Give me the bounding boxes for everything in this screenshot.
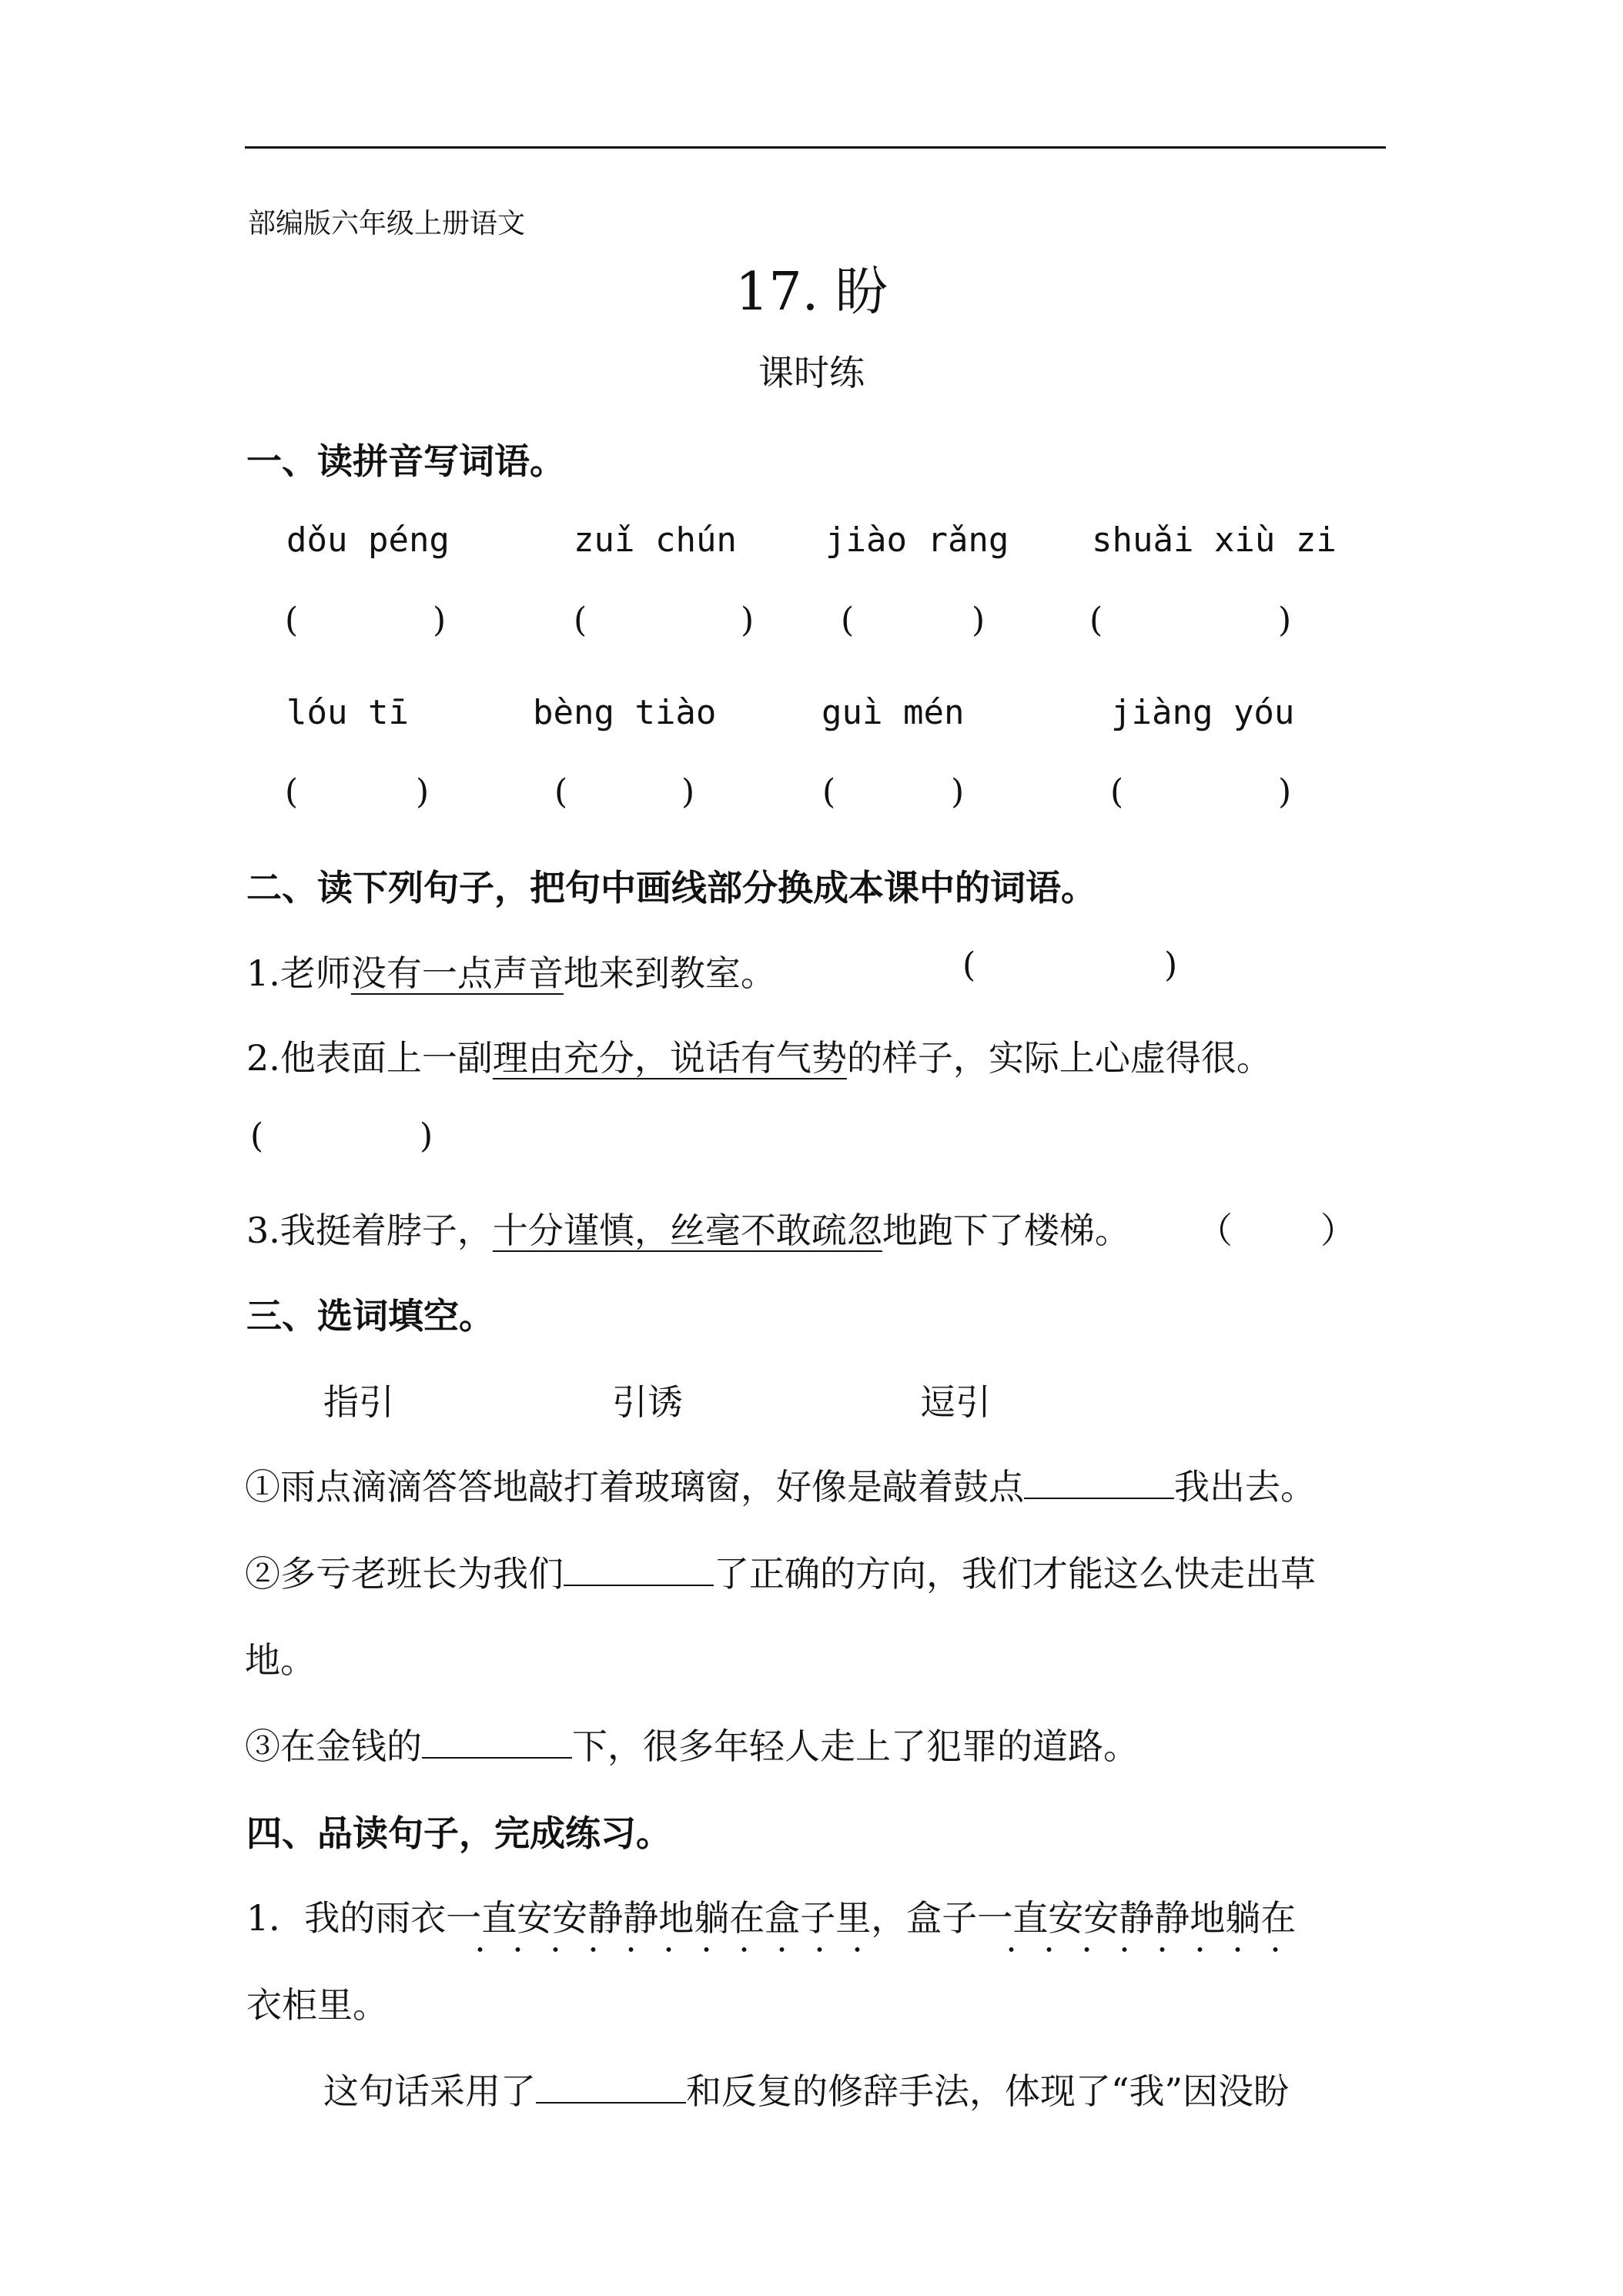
fill-blank-2[interactable] [564, 1549, 714, 1586]
sentence-1-text-b: 地来到教室。 [563, 952, 776, 994]
sentence-3-text-a: 我挺着脖子， [279, 1210, 493, 1251]
sentence-1-underlined: 没有一点声音 [350, 952, 564, 994]
reading-sentence-1 [246, 1890, 1296, 1941]
sentence-1-text-a: 老师 [279, 952, 351, 994]
reading-prompt-text-a: 这句话采用了 [323, 2070, 536, 2112]
sentence-2-underlined: 理由充分，说话有气势 [492, 1037, 847, 1079]
top-rule [245, 146, 1386, 149]
fill-sentence-2 [245, 1546, 1316, 1597]
sentence-1-number: 1. [246, 952, 280, 994]
word-choice-3: 逗引 [920, 1381, 991, 1423]
answer-open-6: ( [554, 772, 568, 812]
answer-close-5: ) [416, 772, 430, 812]
section4-heading: 四、品读句子，完成练习。 [246, 1812, 671, 1854]
section1-heading: 一、读拼音写词语。 [246, 440, 565, 482]
reading-prompt-text-b: 和反复的修辞手法，体现了“我”因没盼 [686, 2070, 1290, 2112]
word-choice-1: 指引 [323, 1381, 394, 1423]
sentence-1 [246, 946, 776, 996]
reading-sentence-1-text-a: 我的雨衣 [304, 1897, 447, 1939]
answer-open-8: ( [1110, 772, 1124, 812]
sentence-2 [246, 1030, 1272, 1081]
pinyin-6: bèng tiào [533, 693, 717, 732]
pinyin-7: guì mén [822, 693, 965, 732]
reading-sentence-1-continued: 衣柜里。 [246, 1984, 388, 2026]
sentence-1-answer-open: ( [962, 946, 976, 985]
fill-sentence-3 [245, 1719, 1139, 1769]
fill-sentence-1 [245, 1459, 1316, 1510]
answer-close-6: ) [681, 772, 695, 812]
fill-blank-3[interactable] [422, 1722, 572, 1759]
reading-blank-1[interactable] [536, 2067, 686, 2104]
answer-open-3: ( [841, 601, 855, 640]
sentence-1-answer-close: ) [1164, 946, 1178, 985]
answer-close-4: ) [1278, 601, 1292, 640]
sentence-3-text-b: 地跑下了楼梯。 [882, 1210, 1130, 1251]
sentence-2-answer-close: ) [420, 1116, 433, 1156]
sentence-3-answer-close: ） [1320, 1210, 1356, 1251]
answer-open-1: ( [285, 601, 299, 640]
fill-sentence-3-text-b: 下，很多年轻人走上了犯罪的道路。 [572, 1725, 1139, 1767]
answer-open-5: ( [285, 772, 299, 812]
sentence-3-number: 3. [246, 1210, 280, 1251]
reading-sentence-1-dotted-1: 一直安安静静地躺在盒子里 [446, 1897, 871, 1956]
pinyin-3: jiào rǎng [825, 520, 1009, 560]
sentence-2-text-b: 的样子，实际上心虚得很。 [846, 1037, 1272, 1079]
reading-sentence-1-comma: ， [871, 1897, 907, 1939]
sentence-2-answer-open: ( [250, 1116, 264, 1156]
reading-sentence-1-number: 1． [246, 1897, 305, 1939]
fill-sentence-2-continued: 地。 [245, 1639, 316, 1681]
answer-open-4: ( [1089, 601, 1103, 640]
pinyin-8: jiàng yóu [1111, 693, 1295, 732]
pinyin-4: shuǎi xiù zi [1092, 520, 1337, 560]
word-choice-2: 引诱 [612, 1381, 683, 1423]
fill-sentence-2-text-a: ②多亏老班长为我们 [245, 1553, 564, 1595]
lesson-subtitle: 课时练 [758, 352, 865, 393]
reading-sentence-1-dotted-2: 一直安安静静地躺在 [977, 1897, 1296, 1956]
pinyin-5: lóu tī [286, 693, 409, 732]
sentence-3-answer-open: （ [1197, 1210, 1233, 1251]
fill-sentence-3-text-a: ③在金钱的 [245, 1725, 422, 1767]
section3-heading: 三、选词填空。 [246, 1295, 494, 1337]
fill-sentence-2-text-b: 了正确的方向，我们才能这么快走出草 [714, 1553, 1316, 1595]
series-label: 部编版六年级上册语文 [248, 208, 526, 239]
answer-close-7: ) [951, 772, 965, 812]
fill-sentence-1-text-a: ①雨点滴滴答答地敲打着玻璃窗，好像是敲着鼓点 [245, 1466, 1024, 1508]
answer-close-8: ) [1278, 772, 1292, 812]
reading-prompt [323, 2063, 1289, 2114]
sentence-2-number: 2. [246, 1037, 280, 1079]
sentence-3-underlined: 十分谨慎，丝毫不敢疏忽 [492, 1210, 882, 1251]
pinyin-1: dǒu péng [286, 520, 450, 560]
sentence-3 [246, 1203, 1130, 1253]
lesson-title: 17. 盼 [735, 262, 888, 323]
answer-open-7: ( [822, 772, 836, 812]
fill-sentence-1-text-b: 我出去。 [1174, 1466, 1316, 1508]
answer-open-2: ( [574, 601, 587, 640]
pinyin-2: zuǐ chún [574, 520, 737, 560]
sentence-2-text-a: 他表面上一副 [279, 1037, 493, 1079]
answer-close-3: ) [972, 601, 986, 640]
section2-heading: 二、读下列句子，把句中画线部分换成本课中的词语。 [246, 867, 1096, 909]
fill-blank-1[interactable] [1024, 1462, 1174, 1499]
answer-close-2: ) [741, 601, 755, 640]
answer-close-1: ) [433, 601, 447, 640]
reading-sentence-1-text-b: 盒子 [906, 1897, 978, 1939]
